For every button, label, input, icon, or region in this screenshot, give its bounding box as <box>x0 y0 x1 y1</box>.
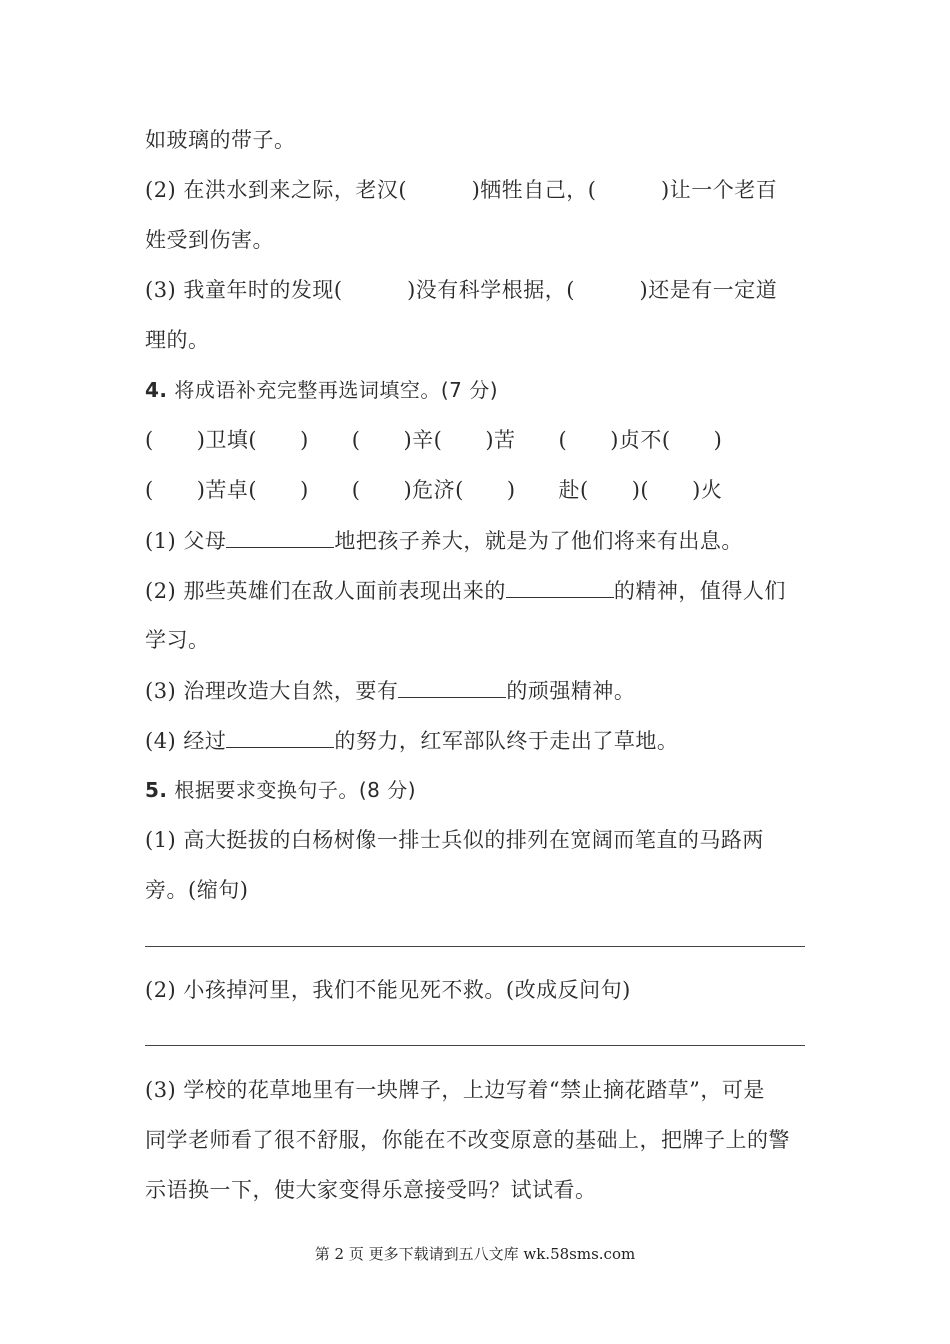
idiom-row-1: ( )卫填( ) ( )辛( )苦 ( )贞不( ) <box>145 428 723 452</box>
q4-s3-prefix: (3) 治理改造大自然，要有 <box>145 679 399 703</box>
q5-sentence-3b: 同学老师看了很不舒服，你能在不改变原意的基础上，把牌子上的警 <box>145 1128 790 1152</box>
q4-sentence-1 <box>145 525 743 556</box>
text-line-3: 姓受到伤害。 <box>145 228 274 252</box>
question-5-number: 5. <box>145 778 168 802</box>
fill-blank-1[interactable] <box>226 525 334 548</box>
q4-s2-prefix: (2) 那些英雄们在敌人面前表现出来的 <box>145 579 506 603</box>
q4-s4-suffix: 的努力，红军部队终于走出了草地。 <box>334 729 679 753</box>
q5-sentence-1a: (1) 高大挺拔的白杨树像一排士兵似的排列在宽阔而笔直的马路两 <box>145 828 764 852</box>
q4-s1-prefix: (1) 父母 <box>145 529 227 553</box>
question-5-title: 根据要求变换句子。(8 分) <box>174 778 417 802</box>
q5-sentence-1b: 旁。(缩句) <box>145 878 249 902</box>
q4-sentence-3 <box>145 675 635 706</box>
q4-s4-prefix: (4) 经过 <box>145 729 227 753</box>
fill-blank-2[interactable] <box>506 575 614 598</box>
q4-s1-suffix: 地把孩子养大，就是为了他们将来有出息。 <box>334 529 743 553</box>
question-5-heading <box>145 775 416 805</box>
text-line-2: (2) 在洪水到来之际，老汉( )牺牲自己，( )让一个老百 <box>145 178 778 202</box>
q4-sentence-2 <box>145 575 786 606</box>
text-line-4: (3) 我童年时的发现( )没有科学根据，( )还是有一定道 <box>145 278 778 302</box>
answer-line-1[interactable] <box>145 946 805 947</box>
text-line-5: 理的。 <box>145 328 210 352</box>
fill-blank-4[interactable] <box>226 725 334 748</box>
q4-sentence-2-continued: 学习。 <box>145 628 210 652</box>
question-4-title: 将成语补充完整再选词填空。(7 分) <box>174 378 499 402</box>
idiom-row-2: ( )苦卓( ) ( )危济( ) 赴( )( )火 <box>145 478 723 502</box>
q4-s3-suffix: 的顽强精神。 <box>506 679 636 703</box>
text-line-1: 如玻璃的带子。 <box>145 128 296 152</box>
question-4-heading <box>145 375 498 405</box>
q5-sentence-3c: 示语换一下，使大家变得乐意接受吗？试试看。 <box>145 1178 597 1202</box>
q4-s2-suffix: 的精神，值得人们 <box>613 579 786 603</box>
q4-sentence-4 <box>145 725 678 756</box>
q5-sentence-3a: (3) 学校的花草地里有一块牌子，上边写着“禁止摘花踏草”，可是 <box>145 1078 765 1102</box>
question-4-number: 4. <box>145 378 168 402</box>
page-footer: 第 2 页 更多下载请到五八文库 wk.58sms.com <box>314 1245 636 1263</box>
fill-blank-3[interactable] <box>398 675 506 698</box>
q5-sentence-2: (2) 小孩掉河里，我们不能见死不救。(改成反问句) <box>145 978 631 1002</box>
answer-line-2[interactable] <box>145 1045 805 1046</box>
